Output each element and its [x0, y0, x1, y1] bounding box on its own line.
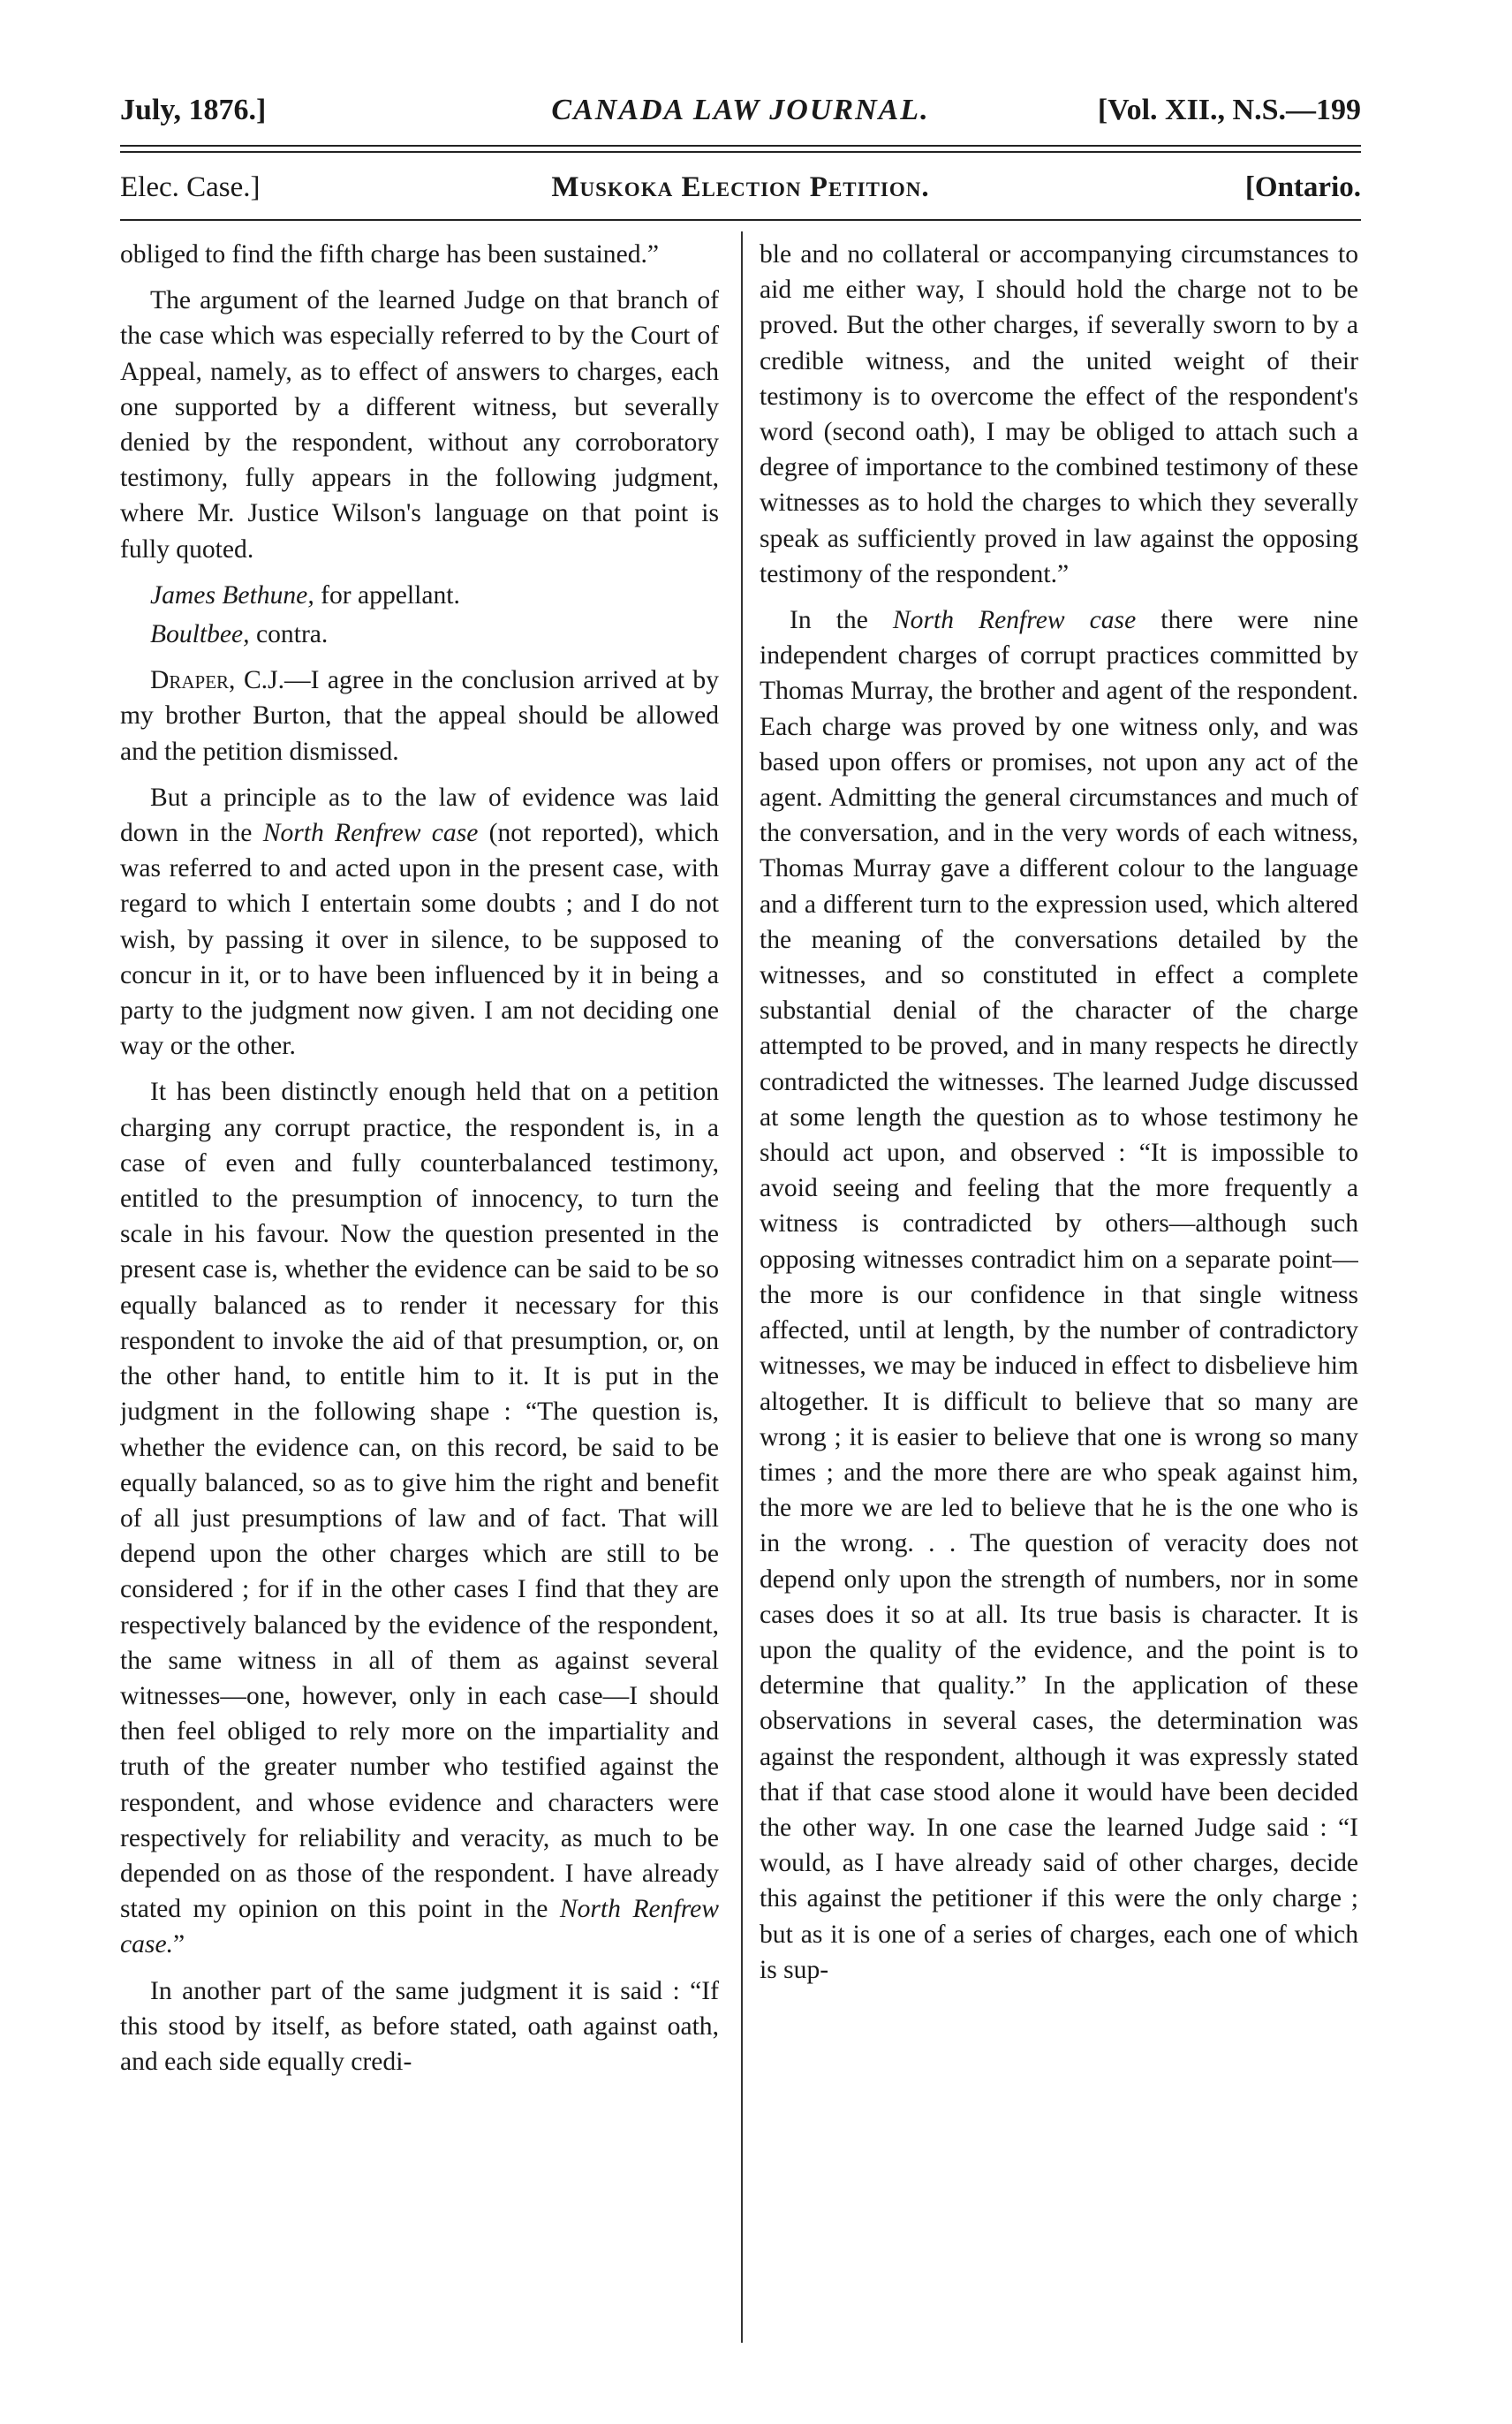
paragraph: In another part of the same judgment it is said : “If this stood by itself, as before stated, oath against oath, and each side equally credi- [120, 1976, 719, 2076]
case-citation: North Renfrew case [892, 606, 1137, 635]
column-divider [741, 231, 743, 2343]
subheader-section: Elec. Case.] [120, 171, 261, 203]
header-journal-title: CANADA LAW JOURNAL. [551, 94, 930, 126]
paragraph-text: C.J.—I agree in the conclusion arrived at by my brother Burton, that the appeal should be allowed and the petition dismissed. [120, 666, 719, 766]
counsel-name: Boultbee, [150, 620, 250, 649]
counsel-name: James Bethune, [150, 580, 314, 610]
case-subheader [120, 168, 1361, 212]
counsel-appellant [120, 578, 719, 613]
paragraph-text: It has been distinctly enough held that on a petition charging any corrupt practice, the respondent is, in a case of even and fully counterbalanced testimony, entitled to the presumption of innocency, to turn the scale in his favour. Now the question presented in the present case is, whether the evidence can be said to be so equally balanced as to render it necessary for this respondent to invoke the aid of that presumption, or, on the other hand, to entitle him to it. It is put in the judgment in the following shape : “The question is, whether the evidence can, on this record, be said to be equally balanced, so as to give him the right and benefit of all just presumptions of law and of fact. That will depend upon the other charges which are still to be considered ; for if in the other cases I find that they are respectively balanced by the evidence of the respondent, the same witness in all of them as against several witnesses—one, however, only in each case—I should then feel obliged to rely more on the impartiality and truth of the greater number who testified against the respondent, and whose evidence and characters were respectively for reliability and veracity, as much to be depended on as those of the respondent. I have already stated my opinion on this point in the [120, 1078, 719, 1924]
paragraph: The argument of the learned Judge on that branch of the case which was especially referred to by the Court of Appeal, namely, as to effect of answers to charges, each one supported by a different witness, but severally denied by the respondent, without any corroboratory testimony, fully appears in the following judgment, where Mr. Justice Wilson's language on that point is fully quoted. [120, 286, 719, 564]
paragraph: ble and no collateral or accompanying circumstances to aid me either way, I should hold the charge not to be proved. But the other charges, if severally sworn to by a credible witness, and the united weight of their testimony is to overcome the effect of the respondent's word (second oath), I may be obliged to attach such a degree of importance to the combined testimony of these witnesses as to hold the charges to which they severally speak as sufficiently proved in law against the opposing testimony of the respondent.” [760, 240, 1358, 588]
paragraph-text: (not reported), which was referred to and acted upon in the present case, with regard to which I entertain some doubts ; and I do not wish, by passing it over in silence, to be supposed to concur in it, or to have been influenced by it in being a party to the judgment now given. I am not deciding one way or the other. [120, 819, 719, 1061]
paragraph [120, 780, 719, 1064]
counsel-role: for appellant. [314, 580, 460, 610]
subheader-province: [Ontario. [1244, 171, 1361, 203]
paragraph-text: there were nine independent charges of corrupt practices committed by Thomas Murray, the brother and agent of the respondent. Each charge was proved by one witness only, and was based upon offers or promises, not upon any act of the agent. Admitting the general circumstances and much of the conversation, and in the very words of each witness, Thomas Murray gave a different colour to the language and a different turn to the expression used, which altered the meaning of the conversations detailed by the witnesses, and so constituted in effect a complete substantial denial of the character of the charge attempted to be proved, and in many respects he directly contradicted the witnesses. The learned Judge discussed at some length the question as to whose testimony he should act upon, and observed : “It is impossible to avoid seeing and feeling that the more frequently a witness is contradicted by others—although such opposing witnesses contradict him on a separate point—the more is our confidence in that single witness affected, until at length, by the number of contradictory witnesses, we may be induced in effect to disbelieve him altogether. It is difficult to believe that so many are wrong ; it is easier to believe that one is wrong so many times ; and the more there are who speak against him, the more we are led to believe that he is the one who is in the wrong. . . The question of veracity does not depend only upon the strength of numbers, nor in some cases does it so at all. Its true basis is character. It is upon the quality of the evidence, and the point is to determine that quality.” In the application of these observations in several cases, the determination was against the respondent, although it was expressly stated that if that case stood alone it would have been decided the other way. In one case the learned Judge said : “I would, as I have already said of other charges, decide this against the petitioner if this were the only charge ; but as it is one of a series of charges, each one of which is sup- [760, 606, 1358, 1984]
subheader-case-title: Muskoka Election Petition. [551, 171, 930, 203]
subheader-rule [120, 219, 1361, 221]
running-header [120, 87, 1361, 140]
paragraph: obliged to find the fifth charge has been sustained.” [120, 240, 660, 269]
header-date: July, 1876.] [120, 94, 267, 126]
header-rule-top [120, 145, 1361, 147]
header-volume-page: [Vol. XII., N.S.—199 [1097, 94, 1361, 126]
paragraph [120, 663, 719, 769]
paragraph-text: But a principle as to the law of evidence was laid down in the [120, 783, 719, 848]
paragraph [760, 602, 1358, 1988]
counsel-role: contra. [249, 620, 329, 649]
left-column [120, 237, 719, 2339]
case-citation: North Renfrew case. [120, 1895, 719, 1959]
counsel-respondent [120, 617, 719, 652]
paragraph-text: ” [172, 1930, 185, 1959]
case-citation: North Renfrew case [262, 819, 479, 848]
paragraph-text: In the [790, 606, 893, 635]
header-rule-bottom [120, 151, 1361, 153]
right-column [760, 237, 1358, 2339]
judge-name: Draper, [150, 666, 236, 695]
paragraph [120, 1074, 719, 1962]
